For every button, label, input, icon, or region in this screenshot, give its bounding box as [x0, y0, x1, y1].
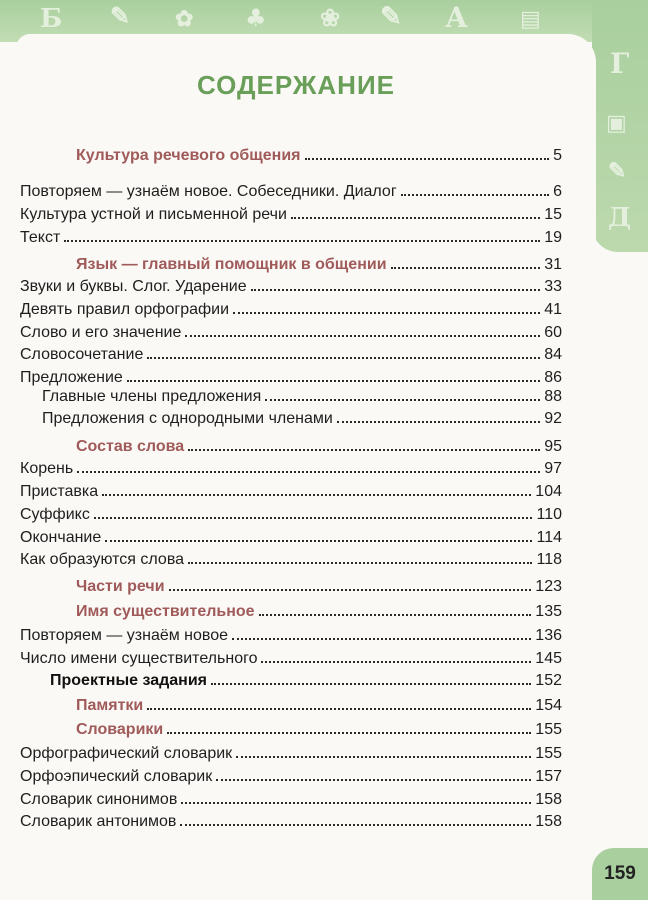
toc-entry-label: Слово и его значение [20, 324, 182, 341]
toc-entry-page: 114 [536, 529, 562, 546]
toc-leader-dots [236, 756, 531, 758]
toc-leader-dots [77, 471, 540, 473]
toc-entry-label: Предложение [20, 369, 123, 386]
toc-entry-page: 33 [544, 278, 562, 295]
toc-entry [20, 483, 562, 503]
toc-entry [20, 183, 562, 203]
toc-entry-label: Памятки [76, 697, 144, 714]
toc-entry [20, 745, 562, 765]
toc-entry-page: 60 [544, 324, 562, 341]
toc-leader-dots [305, 158, 550, 160]
toc-leader-dots [261, 661, 531, 663]
toc-entry [20, 324, 562, 344]
toc-entry-label: Предложения с однородными членами [42, 410, 333, 427]
toc-entry-label: Девять правил орфографии [20, 301, 230, 318]
toc-entry-label: Культура устной и письменной речи [20, 206, 287, 223]
toc-entry-label: Части речи [76, 578, 165, 595]
toc-leader-dots [185, 335, 540, 337]
toc-entry-page: 6 [553, 183, 562, 200]
toc-leader-dots [233, 312, 540, 314]
toc-entry [20, 301, 562, 321]
toc-leader-dots [391, 267, 541, 269]
toc-entry-label: Словарик антонимов [20, 813, 177, 830]
toc-leader-dots [64, 240, 540, 242]
toc-entry-page: 118 [536, 551, 562, 568]
toc-entry-page: 41 [544, 301, 562, 318]
toc-entry [20, 813, 562, 833]
toc-leader-dots [337, 421, 540, 423]
toc-leader-dots [105, 540, 532, 542]
toc-entry [76, 147, 562, 167]
toc-leader-dots [401, 194, 549, 196]
toc-leader-dots [251, 289, 541, 291]
toc-entry-label: Приставка [20, 483, 99, 500]
toc-leader-dots [232, 638, 531, 640]
toc-leader-dots [169, 589, 532, 591]
page-title: СОДЕРЖАНИЕ [197, 70, 395, 100]
toc-entry-label: Проектные задания [50, 672, 207, 689]
toc-entry-page: 110 [536, 506, 562, 523]
right-decorative-band: Г ▣ ✎ Д [592, 0, 648, 252]
toc-entry-label: Суффикс [20, 506, 90, 523]
toc-leader-dots [180, 824, 531, 826]
toc-entry-label: Звуки и буквы. Слог. Ударение [20, 278, 247, 295]
toc-entry [20, 506, 562, 526]
toc-entry [20, 460, 562, 480]
toc-entry [20, 278, 562, 298]
toc-entry-page: 123 [535, 578, 562, 595]
toc-entry-page: 104 [535, 483, 562, 500]
toc-entry [20, 529, 562, 549]
toc-leader-dots [188, 449, 540, 451]
toc-entry-page: 84 [544, 346, 562, 363]
toc-entry-page: 152 [535, 672, 562, 689]
toc-entry-page: 135 [535, 603, 562, 620]
toc-entry [76, 256, 562, 276]
toc-entry-label: Словарики [76, 721, 164, 738]
toc-entry-page: 97 [544, 460, 562, 477]
toc-entry-page: 86 [544, 369, 562, 386]
toc-leader-dots [127, 380, 540, 382]
toc-entry [20, 206, 562, 226]
toc-entry-page: 155 [535, 721, 562, 738]
toc-entry [42, 410, 562, 430]
top-decorative-band: Б ✎ ✿ ♣ ❀ ✎ А ▤ [0, 0, 648, 42]
toc-entry-label: Орфографический словарик [20, 745, 233, 762]
toc-entry-page: 155 [535, 745, 562, 762]
toc-leader-dots [94, 517, 533, 519]
toc-entry-label: Как образуются слова [20, 551, 185, 568]
toc-leader-dots [102, 494, 531, 496]
toc-entry-page: 88 [544, 388, 562, 405]
toc-entry-page: 136 [535, 627, 562, 644]
toc-entry-page: 19 [544, 229, 562, 246]
toc-entry-label: Текст [20, 229, 61, 246]
toc-entry [76, 438, 562, 458]
toc-entry-page: 15 [544, 206, 562, 223]
toc-entry [50, 672, 562, 692]
toc-entry [76, 697, 562, 717]
toc-entry [76, 603, 562, 623]
toc-leader-dots [259, 614, 532, 616]
toc-entry-page: 158 [535, 813, 562, 830]
toc-leader-dots [216, 779, 531, 781]
toc-entry-page: 158 [535, 791, 562, 808]
toc-entry-label: Орфоэпический словарик [20, 768, 213, 785]
toc-leader-dots [265, 399, 540, 401]
toc-entry-label: Число имени существительного [20, 650, 258, 667]
page-number: 159 [592, 848, 648, 900]
toc-entry-label: Имя существительное [76, 603, 255, 620]
toc-leader-dots [181, 802, 531, 804]
toc-entry [20, 551, 562, 571]
toc-entry-page: 157 [535, 768, 562, 785]
toc-leader-dots [291, 217, 540, 219]
toc-entry-label: Повторяем — узнаём новое [20, 627, 229, 644]
toc-leader-dots [167, 732, 531, 734]
toc-entry [76, 721, 562, 741]
toc-entry [20, 650, 562, 670]
toc-entry-page: 92 [544, 410, 562, 427]
toc-entry-label: Окончание [20, 529, 102, 546]
toc-entry-label: Культура речевого общения [76, 147, 301, 164]
toc-entry [20, 229, 562, 249]
toc-entry-label: Язык — главный помощник в общении [76, 256, 387, 273]
toc-entry-page: 5 [553, 147, 562, 164]
toc-entry-label: Словарик синонимов [20, 791, 178, 808]
toc-entry-label: Корень [20, 460, 74, 477]
toc-entry-page: 145 [535, 650, 562, 667]
toc-entry [20, 627, 562, 647]
toc-entry-page: 31 [544, 256, 562, 273]
toc-entry-page: 154 [535, 697, 562, 714]
toc-entry-page: 95 [544, 438, 562, 455]
toc-entry [20, 369, 562, 389]
toc-entry-label: Главные члены предложения [42, 388, 262, 405]
toc-leader-dots [147, 357, 540, 359]
toc-leader-dots [188, 562, 532, 564]
toc-leader-dots [211, 683, 531, 685]
toc-entry [76, 578, 562, 598]
toc-entry [20, 768, 562, 788]
toc-entry-label: Состав слова [76, 438, 185, 455]
toc-leader-dots [147, 708, 531, 710]
toc-entry-label: Словосочетание [20, 346, 144, 363]
toc-entry [42, 388, 562, 408]
toc-entry-label: Повторяем — узнаём новое. Собеседники. Диалог [20, 183, 397, 200]
toc-entry [20, 791, 562, 811]
toc-entry [20, 346, 562, 366]
